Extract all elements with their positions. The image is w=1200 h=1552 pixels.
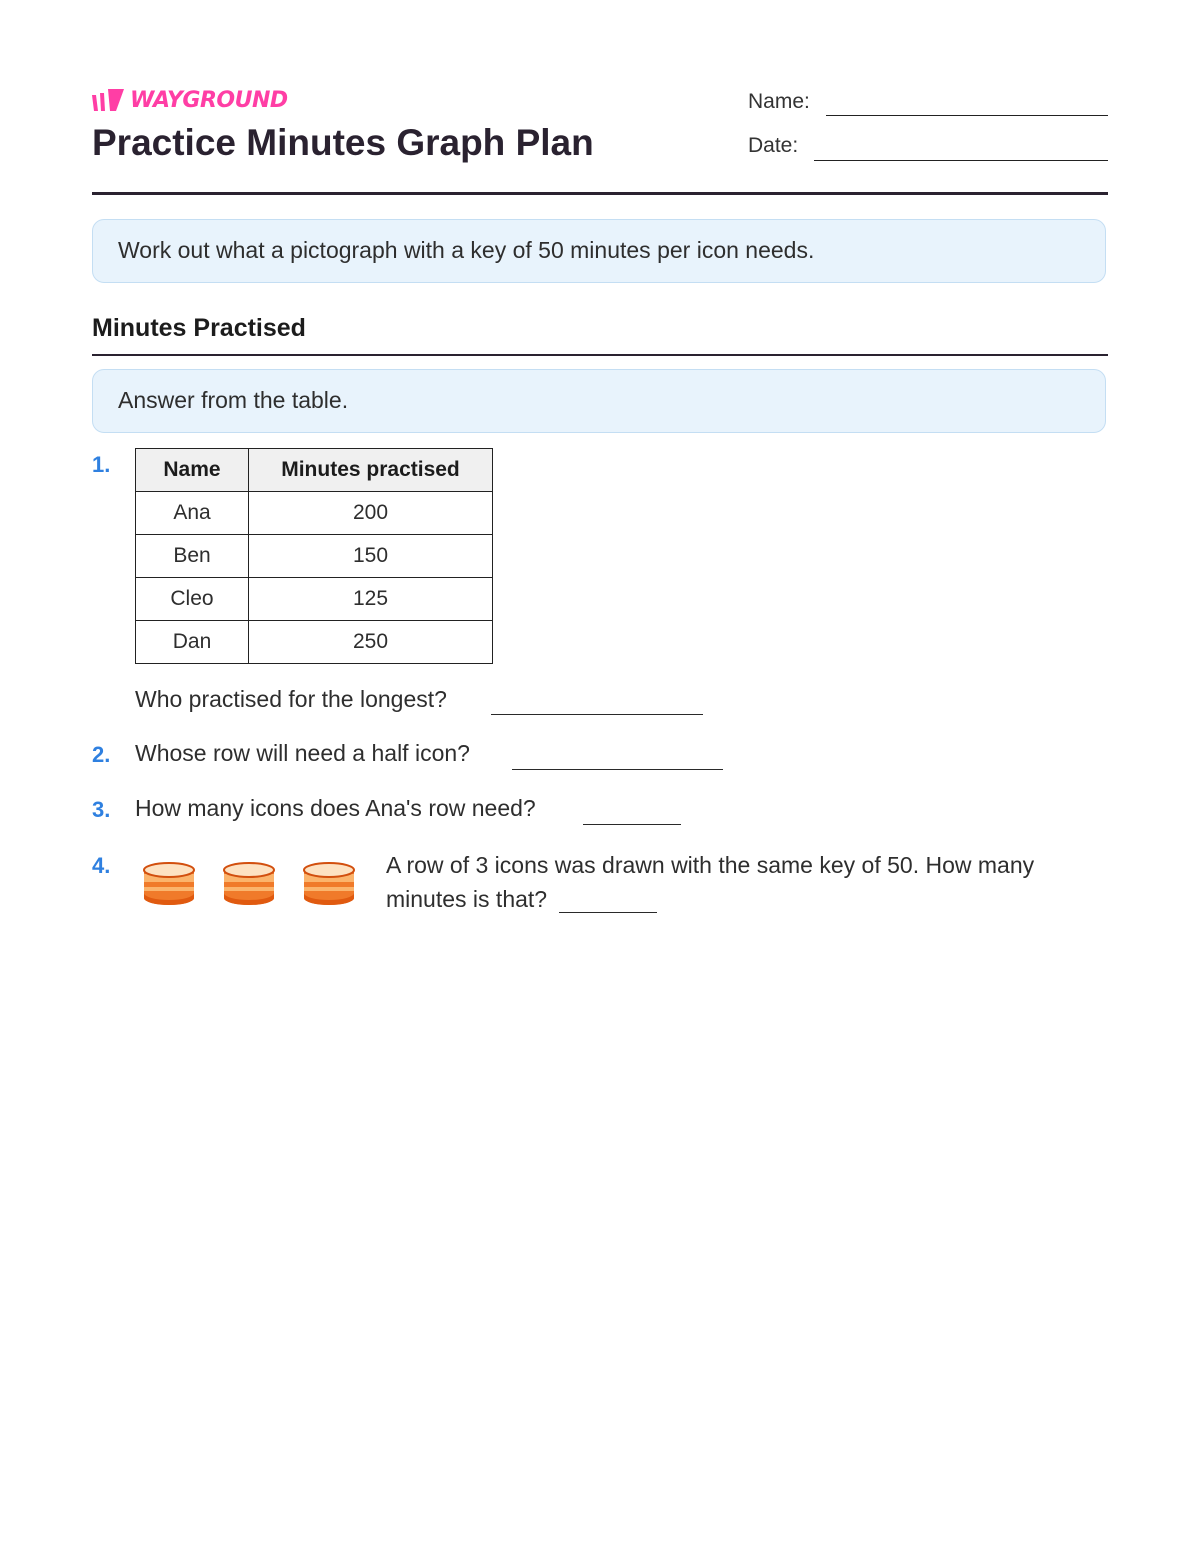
brand-name: WAYGROUND <box>130 87 288 113</box>
drum-icon <box>303 860 355 908</box>
minutes-table <box>135 448 493 664</box>
table-row <box>136 578 493 621</box>
wayground-logo-icon <box>92 87 126 113</box>
table-cell-name: Ben <box>136 535 249 578</box>
question-number-1: 1. <box>92 452 111 477</box>
brand-logo <box>92 86 288 114</box>
instruction-text: Answer from the table. <box>118 387 349 413</box>
section-divider <box>92 354 1108 356</box>
intro-callout <box>92 219 1106 283</box>
table-cell-minutes: 250 <box>249 621 493 664</box>
table-cell-minutes: 200 <box>249 492 493 535</box>
date-label: Date: <box>748 134 799 157</box>
table-cell-name: Ana <box>136 492 249 535</box>
question-text-1: Who practised for the longest? <box>135 686 447 712</box>
question-number-3: 3. <box>92 797 111 822</box>
answer-field-2[interactable] <box>512 769 723 770</box>
drum-icon <box>143 860 195 908</box>
question-4-block <box>386 848 1106 916</box>
date-field[interactable] <box>814 160 1108 161</box>
header-divider <box>92 192 1108 195</box>
table-cell-name: Dan <box>136 621 249 664</box>
answer-field-4[interactable] <box>559 912 657 913</box>
name-field[interactable] <box>826 115 1108 116</box>
table-row <box>136 492 493 535</box>
question-number-4: 4. <box>92 853 111 878</box>
drum-icon <box>223 860 275 908</box>
question-text-4: A row of 3 icons was drawn with the same key of 50. How many minutes is that? <box>386 852 1035 912</box>
table-cell-minutes: 125 <box>249 578 493 621</box>
table-cell-minutes: 150 <box>249 535 493 578</box>
question-text-2: Whose row will need a half icon? <box>135 740 470 766</box>
question-text-3: How many icons does Ana's row need? <box>135 795 536 821</box>
answer-field-1[interactable] <box>491 714 703 715</box>
name-label: Name: <box>748 90 810 113</box>
question-number-2: 2. <box>92 742 111 767</box>
table-header-minutes: Minutes practised <box>249 449 493 492</box>
answer-field-3[interactable] <box>583 824 681 825</box>
table-header-row <box>136 449 493 492</box>
page-title: Practice Minutes Graph Plan <box>92 122 594 163</box>
instruction-callout <box>92 369 1106 433</box>
intro-text: Work out what a pictograph with a key of 50 minutes per icon needs. <box>118 237 815 263</box>
table-row <box>136 535 493 578</box>
section-title: Minutes Practised <box>92 314 306 342</box>
pictograph-row <box>143 860 355 908</box>
table-row <box>136 621 493 664</box>
table-cell-name: Cleo <box>136 578 249 621</box>
table-header-name: Name <box>136 449 249 492</box>
